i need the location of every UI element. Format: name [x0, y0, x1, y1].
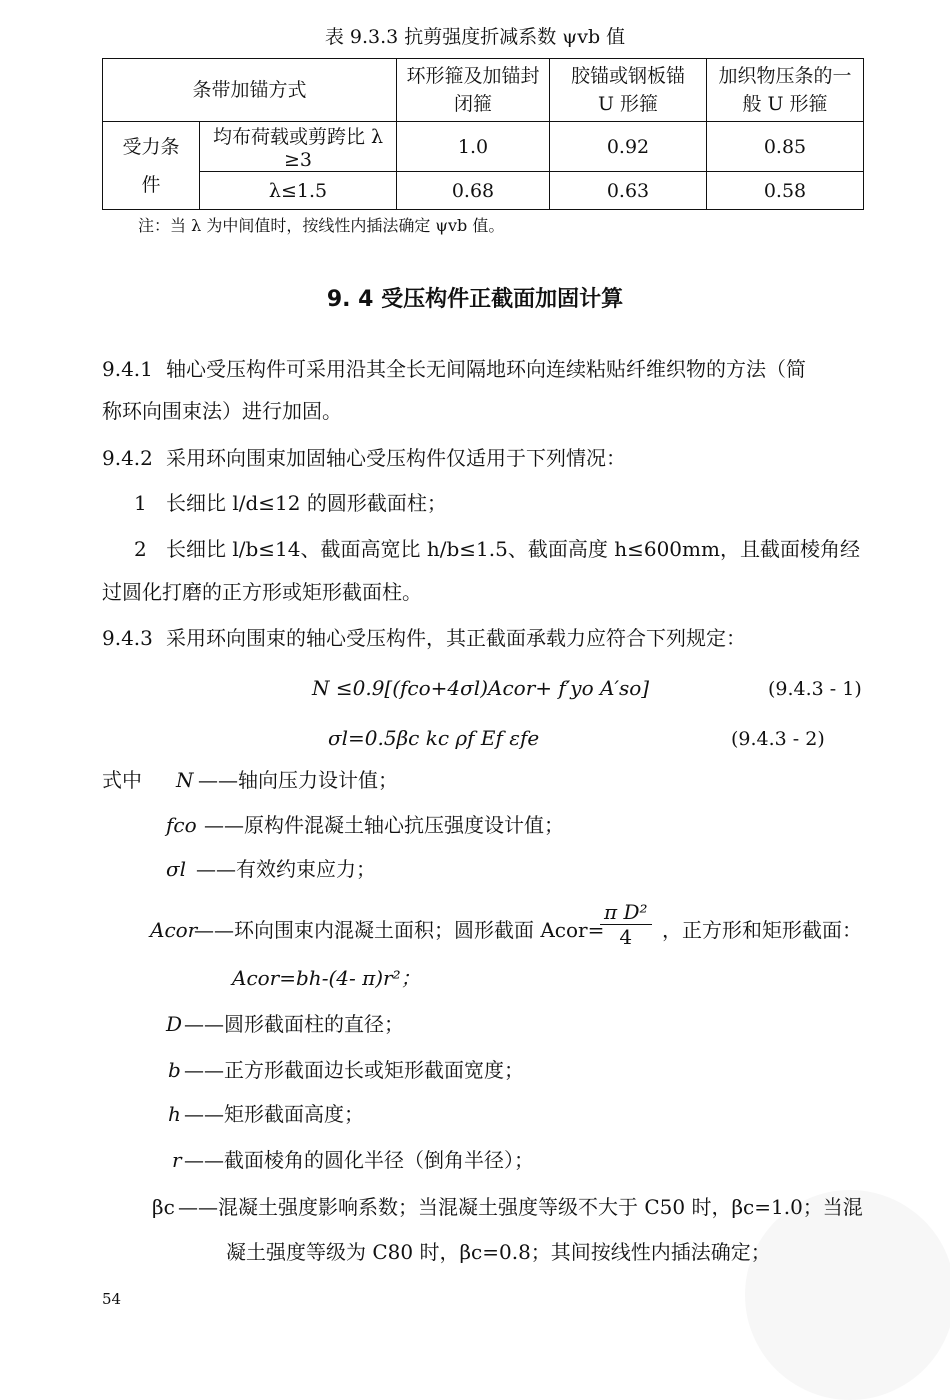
- header-col1: 环形箍及加锚封闭箍: [397, 59, 550, 122]
- equation-1-number: (9.4.3 - 1): [768, 678, 862, 700]
- page-number: 54: [102, 1290, 122, 1308]
- def-Acor-text-a: ——环向围束内混凝土面积；圆形截面 Acor=: [194, 918, 605, 942]
- table-note: 注：当 λ 为中间值时，按线性内插法确定 ψvb 值。: [138, 216, 505, 235]
- def-r-symbol: r: [172, 1148, 182, 1172]
- def-D-symbol: D: [166, 1012, 183, 1036]
- row1-value-3: 0.85: [707, 122, 864, 172]
- def-h-symbol: h: [168, 1102, 181, 1126]
- clause-number-942: 9.4.2: [102, 446, 153, 470]
- def-Acor-fraction: [598, 900, 654, 949]
- fraction-denominator: 4: [619, 925, 633, 949]
- def-beta-line1: ——混凝土强度影响系数；当混凝土强度等级不大于 C50 时，βc=1.0；当混: [178, 1195, 863, 1219]
- def-Acor-text-b: ，正方形和矩形截面：: [662, 918, 862, 942]
- item-number-2: 2: [134, 537, 147, 561]
- row1-value-1: 1.0: [397, 122, 550, 172]
- header-method: 条带加锚方式: [103, 59, 397, 122]
- def-fco-text: ——原构件混凝土轴心抗压强度设计值；: [204, 813, 564, 837]
- def-r-text: ——截面棱角的圆化半径（倒角半径）；: [184, 1148, 534, 1172]
- row2-value-1: 0.68: [397, 172, 550, 210]
- def-h-text: ——矩形截面高度；: [184, 1102, 364, 1126]
- clause-number-943: 9.4.3: [102, 626, 153, 650]
- def-Acor-line2: Acor=bh-(4- π)r²；: [232, 966, 421, 990]
- def-beta-symbol: βc: [152, 1195, 175, 1219]
- def-sigma-symbol: σl: [166, 857, 187, 881]
- def-Acor-symbol: Acor: [150, 918, 198, 942]
- row2-value-3: 0.58: [707, 172, 864, 210]
- row1-value-2: 0.92: [550, 122, 707, 172]
- item-1-text: 长细比 l/d≤12 的圆形截面柱；: [166, 491, 447, 515]
- def-N-symbol: N: [176, 768, 194, 792]
- clause-number-941: 9.4.1: [102, 357, 153, 381]
- row2-condition: λ≤1.5: [200, 172, 397, 210]
- def-D-text: ——圆形截面柱的直径；: [184, 1012, 404, 1036]
- def-fco-symbol: fco: [166, 813, 197, 837]
- def-b-symbol: b: [168, 1058, 181, 1082]
- header-col2: 胶锚或钢板锚 U 形箍: [550, 59, 707, 122]
- item-2-line1: 长细比 l/b≤14、截面高宽比 h/b≤1.5、截面高度 h≤600mm，且截面棱角经: [166, 537, 860, 561]
- clause-941-line1: 轴心受压构件可采用沿其全长无间隔地环向连续粘贴纤维织物的方法（简: [166, 357, 806, 381]
- clause-941-line2: 称环向围束法）进行加固。: [102, 399, 342, 423]
- def-beta-line2: 凝土强度等级为 C80 时，βc=0.8；其间按线性内插法确定；: [226, 1240, 771, 1264]
- group-label: 受力条件: [103, 122, 200, 210]
- clause-943-text: 采用环向围束的轴心受压构件，其正截面承载力应符合下列规定：: [166, 626, 746, 650]
- watermark-stamp: [745, 1190, 950, 1400]
- item-number-1: 1: [134, 491, 147, 515]
- equation-2: σl=0.5βc kc ρf Ef εfe: [328, 726, 540, 750]
- section-heading: 9. 4 受压构件正截面加固计算: [326, 287, 624, 312]
- table-caption: 表 9.3.3 抗剪强度折减系数 ψvb 值: [324, 26, 626, 48]
- row1-condition: 均布荷载或剪跨比 λ ≥3: [200, 122, 397, 172]
- def-N-text: ——轴向压力设计值；: [198, 768, 398, 792]
- def-b-text: ——正方形截面边长或矩形截面宽度；: [184, 1058, 524, 1082]
- row2-value-2: 0.63: [550, 172, 707, 210]
- fraction-numerator: π D²: [600, 900, 652, 925]
- def-sigma-text: ——有效约束应力；: [196, 857, 376, 881]
- clause-942-text: 采用环向围束加固轴心受压构件仅适用于下列情况：: [166, 446, 626, 470]
- equation-1: N ≤0.9[(fco+4σl)Acor+ f′yo A′so]: [312, 676, 650, 700]
- equation-2-number: (9.4.3 - 2): [731, 728, 825, 750]
- definitions-lead: 式中: [102, 768, 142, 792]
- reduction-factor-table: [102, 58, 864, 210]
- header-col3: 加织物压条的一般 U 形箍: [707, 59, 864, 122]
- item-2-line2: 过圆化打磨的正方形或矩形截面柱。: [102, 580, 422, 604]
